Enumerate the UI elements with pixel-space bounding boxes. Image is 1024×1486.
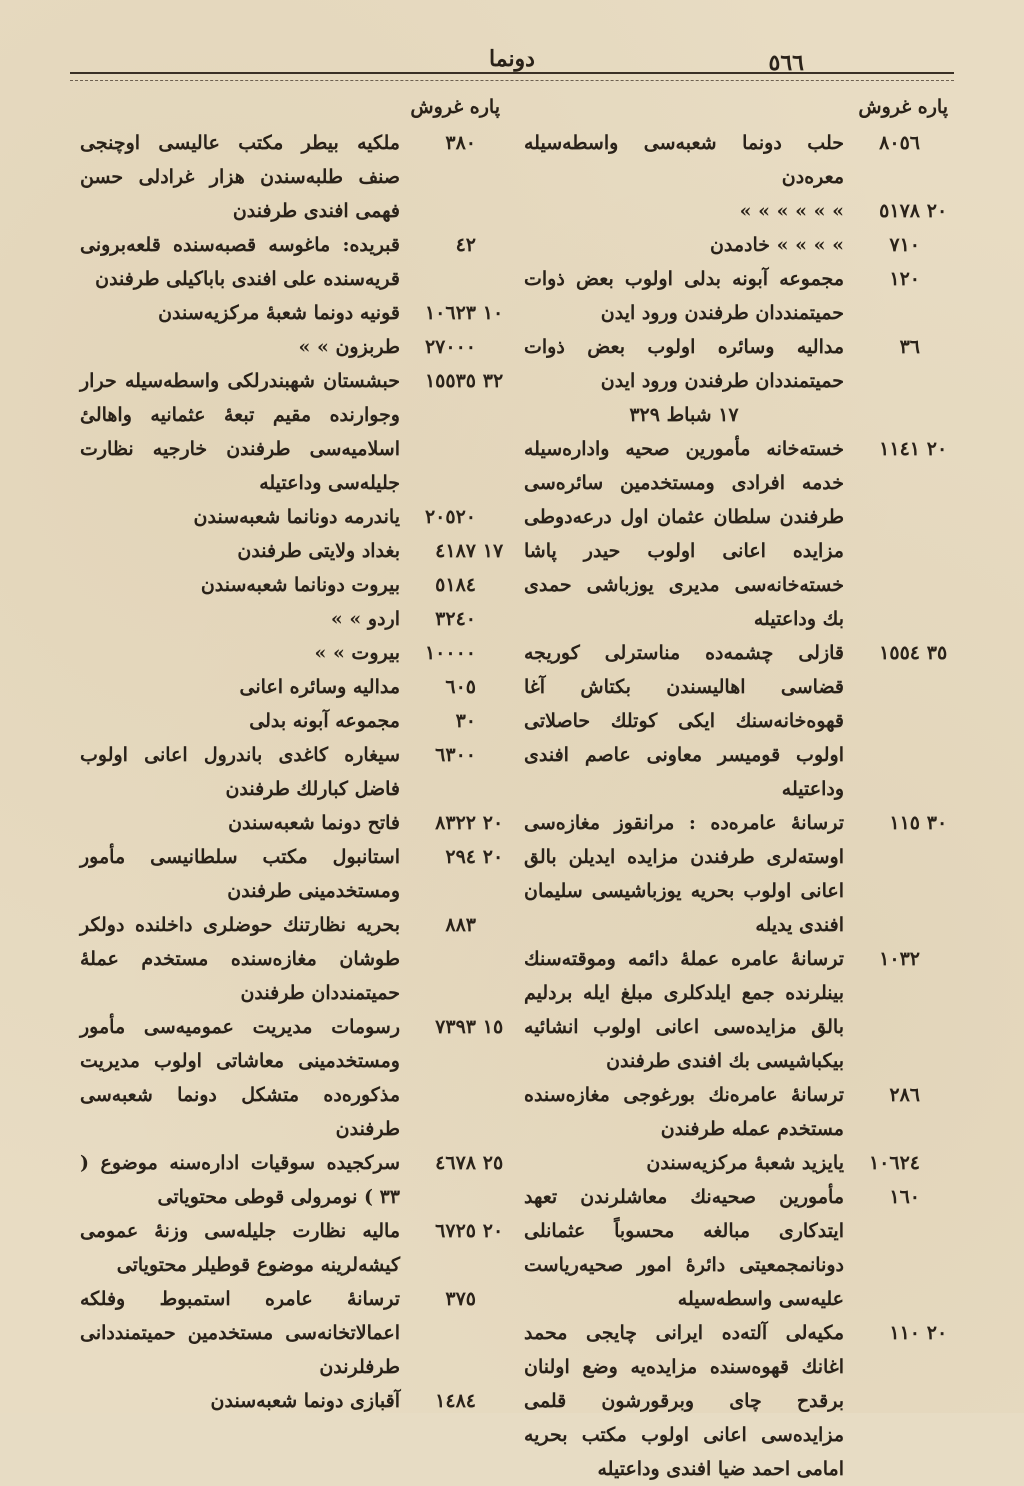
kurus-amount: ٨٠٥٦ xyxy=(879,132,920,154)
entry-description: استانبول مکتب سلطانیسی مأمور ومستخدمینی طرفندن xyxy=(80,846,400,902)
kurus-amount: ٤١٨٧ xyxy=(435,540,476,562)
ledger-entry xyxy=(80,636,510,670)
para-amount: ٣٥ xyxy=(926,642,948,664)
header-rule xyxy=(70,72,954,81)
column-heading-left: پاره غروش xyxy=(410,96,500,118)
ledger-entry xyxy=(80,738,510,806)
entry-description: ترسانهٔ عامره‌نك بورغوجی مغازه‌سنده مستخدم عمله طرفندن xyxy=(524,1084,844,1140)
kurus-amount: ٢٠٥٢٠ xyxy=(424,506,476,528)
ledger-entry xyxy=(524,228,954,262)
kurus-amount: ٧١٠ xyxy=(889,234,920,256)
ledger-entry xyxy=(524,432,954,636)
ledger-entry xyxy=(524,262,954,330)
entry-description: قونیه دونما شعبهٔ مرکزیه‌سندن xyxy=(158,302,400,324)
kurus-amount: ١١٤١ xyxy=(879,438,920,460)
kurus-amount: ٣٢٤٠ xyxy=(435,608,476,630)
ledger-entry xyxy=(80,602,510,636)
ledger-entry xyxy=(80,908,510,1010)
ledger-entry xyxy=(80,1010,510,1146)
entry-description: قبریده: ماغوسه قصبه‌سنده قلعه‌برونی قریه‌سنده علی افندی باباکیلی طرفندن xyxy=(80,234,400,290)
entry-description: فاتح دونما شعبه‌سندن xyxy=(228,812,400,834)
para-amount: ٣٠ xyxy=(926,812,948,834)
kurus-amount: ٢٧٠٠٠ xyxy=(424,336,476,358)
kurus-amount: ٨٣٢٢ xyxy=(435,812,476,834)
entry-description: خسته‌خانه مأمورین صحیه واداره‌سیله خدمه افرادی ومستخدمین سائره‌سی طرفندن سلطان عثمان اول درعه‌دوطی مزایده اعانی اولوب حیدر پاشا خسته‌خانه‌سی مدیری یوزباشی حمدی بك وداعتیله xyxy=(524,438,844,630)
entry-description: آقبازی دونما شعبه‌سندن xyxy=(210,1390,400,1412)
entry-description: اردو » » xyxy=(330,608,400,630)
kurus-amount: ٦٧٢٥ xyxy=(435,1220,476,1242)
right-entries xyxy=(524,126,954,1486)
entry-description: یایزید شعبهٔ مرکزیه‌سندن xyxy=(646,1152,844,1174)
entry-description: قازلی چشمه‌ده مناسترلی کوریجه قضاسی اهالیسندن بکتاش آغا قهوه‌خانه‌سنك ایکی کوتلك حاصلاتی اولوب قومیسر معاونی عاصم افندی وداعتیله xyxy=(524,642,844,800)
entry-description: بیروت » » xyxy=(314,642,400,664)
para-amount: ٢٠ xyxy=(482,812,504,834)
para-amount: ١٧ xyxy=(482,540,504,562)
entry-description: سرکجیده سوقیات اداره‌سنه موضوع ( ٣٣ ) نومرولی قوطی محتویاتی xyxy=(80,1152,400,1208)
ledger-entry xyxy=(524,636,954,806)
kurus-amount: ٦٠٥ xyxy=(445,676,476,698)
kurus-amount: ١٥٥٣٥ xyxy=(424,370,476,392)
kurus-amount: ٢٨٦ xyxy=(889,1084,920,1106)
ledger-entry xyxy=(80,670,510,704)
para-amount: ٢٠ xyxy=(482,1220,504,1242)
ledger-entry xyxy=(524,1078,954,1146)
running-title: دونما xyxy=(489,46,535,72)
kurus-amount: ٣٧٥ xyxy=(445,1288,476,1310)
entry-description: ملکیه بیطر مکتب عالیسی اوچنجی صنف طلبه‌سندن هزار غرادلی حسن فهمی افندی طرفندن xyxy=(80,132,400,222)
para-amount: ١٠ xyxy=(482,302,504,324)
ledger-entry xyxy=(524,1180,954,1316)
ledger-entry xyxy=(80,330,510,364)
entry-description: طربزون » » xyxy=(298,336,400,358)
entry-description: مدالیه وسائره اولوب بعض ذوات حمیتمنددان طرفندن ورود ایدن xyxy=(524,336,844,392)
kurus-amount: ١٠٣٢ xyxy=(879,948,920,970)
entry-description: حلب دونما شعبه‌سی واسطه‌سیله معره‌دن xyxy=(524,132,844,188)
para-amount: ٢٥ xyxy=(482,1152,504,1174)
ledger-entry xyxy=(80,228,510,296)
entry-description: ترسانهٔ عامره عمله‌ٔ دائمه وموقته‌سنك بینلرنده جمع ایلدکلری مبلغ ایله بردلیم بالق مزایده‌سی اعانی اولوب انشائیه بیکباشیسی بك افندی طرفندن xyxy=(524,948,844,1072)
ledger-entry xyxy=(524,330,954,398)
kurus-amount: ١٠٦٢٣ xyxy=(424,302,476,324)
ledger-entry xyxy=(80,568,510,602)
entry-description: سیغاره کاغدی باندرول اعانی اولوب فاضل کبارلك طرفندن xyxy=(80,744,400,800)
left-column xyxy=(80,96,510,1412)
kurus-amount: ٤٢ xyxy=(455,234,476,256)
para-amount: ٢٠ xyxy=(926,1322,948,1344)
kurus-amount: ٣٨٠ xyxy=(445,132,476,154)
entry-description: بیروت دونانما شعبه‌سندن xyxy=(200,574,400,596)
kurus-amount: ٣٦ xyxy=(899,336,920,358)
ledger-entry xyxy=(524,942,954,1078)
entry-description: ترسانهٔ عامره‌ده : مرانقوز مغازه‌سی اوسته‌لری طرفندن مزایده ایدیلن بالق اعانی اولوب بحریه یوزباشیسی سلیمان افندی یدیله xyxy=(524,812,844,936)
kurus-amount: ١٠٠٠٠ xyxy=(424,642,476,664)
kurus-amount: ١٥٥٤ xyxy=(879,642,920,664)
entry-description: مالیه نظارت جلیله‌سی وزنهٔ عمومی کیشه‌لرینه موضوع قوطیلر محتویاتی xyxy=(80,1220,400,1276)
para-amount: ١٥ xyxy=(482,1016,504,1038)
kurus-amount: ٦٣٠٠ xyxy=(435,744,476,766)
kurus-amount: ٤٦٧٨ xyxy=(435,1152,476,1174)
date-line: ١٧ شباط ٣٢٩ xyxy=(629,404,739,426)
entry-description: رسومات مدیریت عمومیه‌سی مأمور ومستخدمینی معاشاتی اولوب مدیریت مذکوره‌ده متشکل دونما شعبه‌سی طرفندن xyxy=(80,1016,400,1140)
para-amount: ٢٠ xyxy=(482,846,504,868)
kurus-amount: ٥١٨٤ xyxy=(435,574,476,596)
ledger-entry xyxy=(524,126,954,194)
ledger-entry xyxy=(80,1282,510,1384)
entry-description: مجموعه آبونه بدلی اولوب بعض ذوات حمیتمنددان طرفندن ورود ایدن xyxy=(524,268,844,324)
entry-description: بحریه نظارتنك حوضلری داخلنده دولکر طوشان مغازه‌سنده مستخدم عملهٔ حمیتمنددان طرفندن xyxy=(80,914,400,1004)
ledger-entry xyxy=(80,840,510,908)
entry-description: ترسانهٔ عامره استمبوط وفلکه اعمالاتخانه‌سی مستخدمین حمیتمنددانی طرفلرندن xyxy=(80,1288,400,1378)
kurus-amount: ١٤٨٤ xyxy=(435,1390,476,1412)
ledger-entry xyxy=(524,194,954,228)
para-amount: ٢٠ xyxy=(926,438,948,460)
ledger-entry xyxy=(524,806,954,942)
kurus-amount: ١١٥ xyxy=(889,812,920,834)
page-number: ٥٦٦ xyxy=(768,50,804,76)
entry-description: بغداد ولایتی طرفندن xyxy=(237,540,400,562)
kurus-amount: ٣٠ xyxy=(455,710,476,732)
kurus-amount: ٢٩٤ xyxy=(445,846,476,868)
ledger-entry xyxy=(80,500,510,534)
ledger-entry xyxy=(80,704,510,738)
para-amount: ٣٢ xyxy=(482,370,504,392)
ledger-entry xyxy=(80,1214,510,1282)
kurus-amount: ١١٠ xyxy=(889,1322,920,1344)
para-amount: ٢٠ xyxy=(926,200,948,222)
entry-description: یاندرمه دونانما شعبه‌سندن xyxy=(193,506,400,528)
kurus-amount: ٨٨٣ xyxy=(445,914,476,936)
entry-description: مأمورین صحیه‌نك معاشلرندن تعهد ایتدکاری مبالغه محسوباً عثمانلی دونانمجمعیتی دائرهٔ امور صحیه‌ریاست علیه‌سی واسطه‌سیله xyxy=(524,1186,844,1310)
entry-description: مکیه‌لی آلته‌ده ایرانی چایجی محمد اغانك قهوه‌سنده مزایده‌یه وضع اولنان برقدح چای وبرقورشون قلمی مزایده‌سی اعانی اولوب مکتب بحریه امامی احمد ضیا افندی وداعتیله xyxy=(524,1322,844,1480)
kurus-amount: ٥١٧٨ xyxy=(879,200,920,222)
ledger-entry xyxy=(80,806,510,840)
kurus-amount: ١٢٠ xyxy=(889,268,920,290)
column-heading-right: پاره غروش xyxy=(858,96,948,118)
ledger-entry xyxy=(524,398,954,432)
ledger-entry xyxy=(524,1316,954,1486)
ledger-entry xyxy=(524,1146,954,1180)
ledger-entry xyxy=(80,364,510,500)
entry-description: مدالیه وسائره اعانی xyxy=(239,676,400,698)
kurus-amount: ١٦٠ xyxy=(889,1186,920,1208)
entry-description: » » » » خادمدن xyxy=(709,234,844,256)
kurus-amount: ٧٣٩٣ xyxy=(435,1016,476,1038)
ledger-entry xyxy=(80,1146,510,1214)
ledger-entry xyxy=(80,296,510,330)
right-column xyxy=(524,96,954,1480)
left-entries xyxy=(80,126,510,1418)
ledger-entry xyxy=(80,126,510,228)
entry-description: » » » » » » xyxy=(739,200,844,222)
kurus-amount: ١٠٦٢٤ xyxy=(868,1152,920,1174)
ledger-entry xyxy=(80,534,510,568)
entry-description: حبشستان شهبندرلکی واسطه‌سیله حرار وجوارنده مقیم تبعهٔ عثمانیه واهالیٔ اسلامیه‌سی طرفندن خارجیه نظارت جلیله‌سی وداعتیله xyxy=(80,370,400,494)
entry-description: مجموعه آبونه بدلی xyxy=(249,710,400,732)
